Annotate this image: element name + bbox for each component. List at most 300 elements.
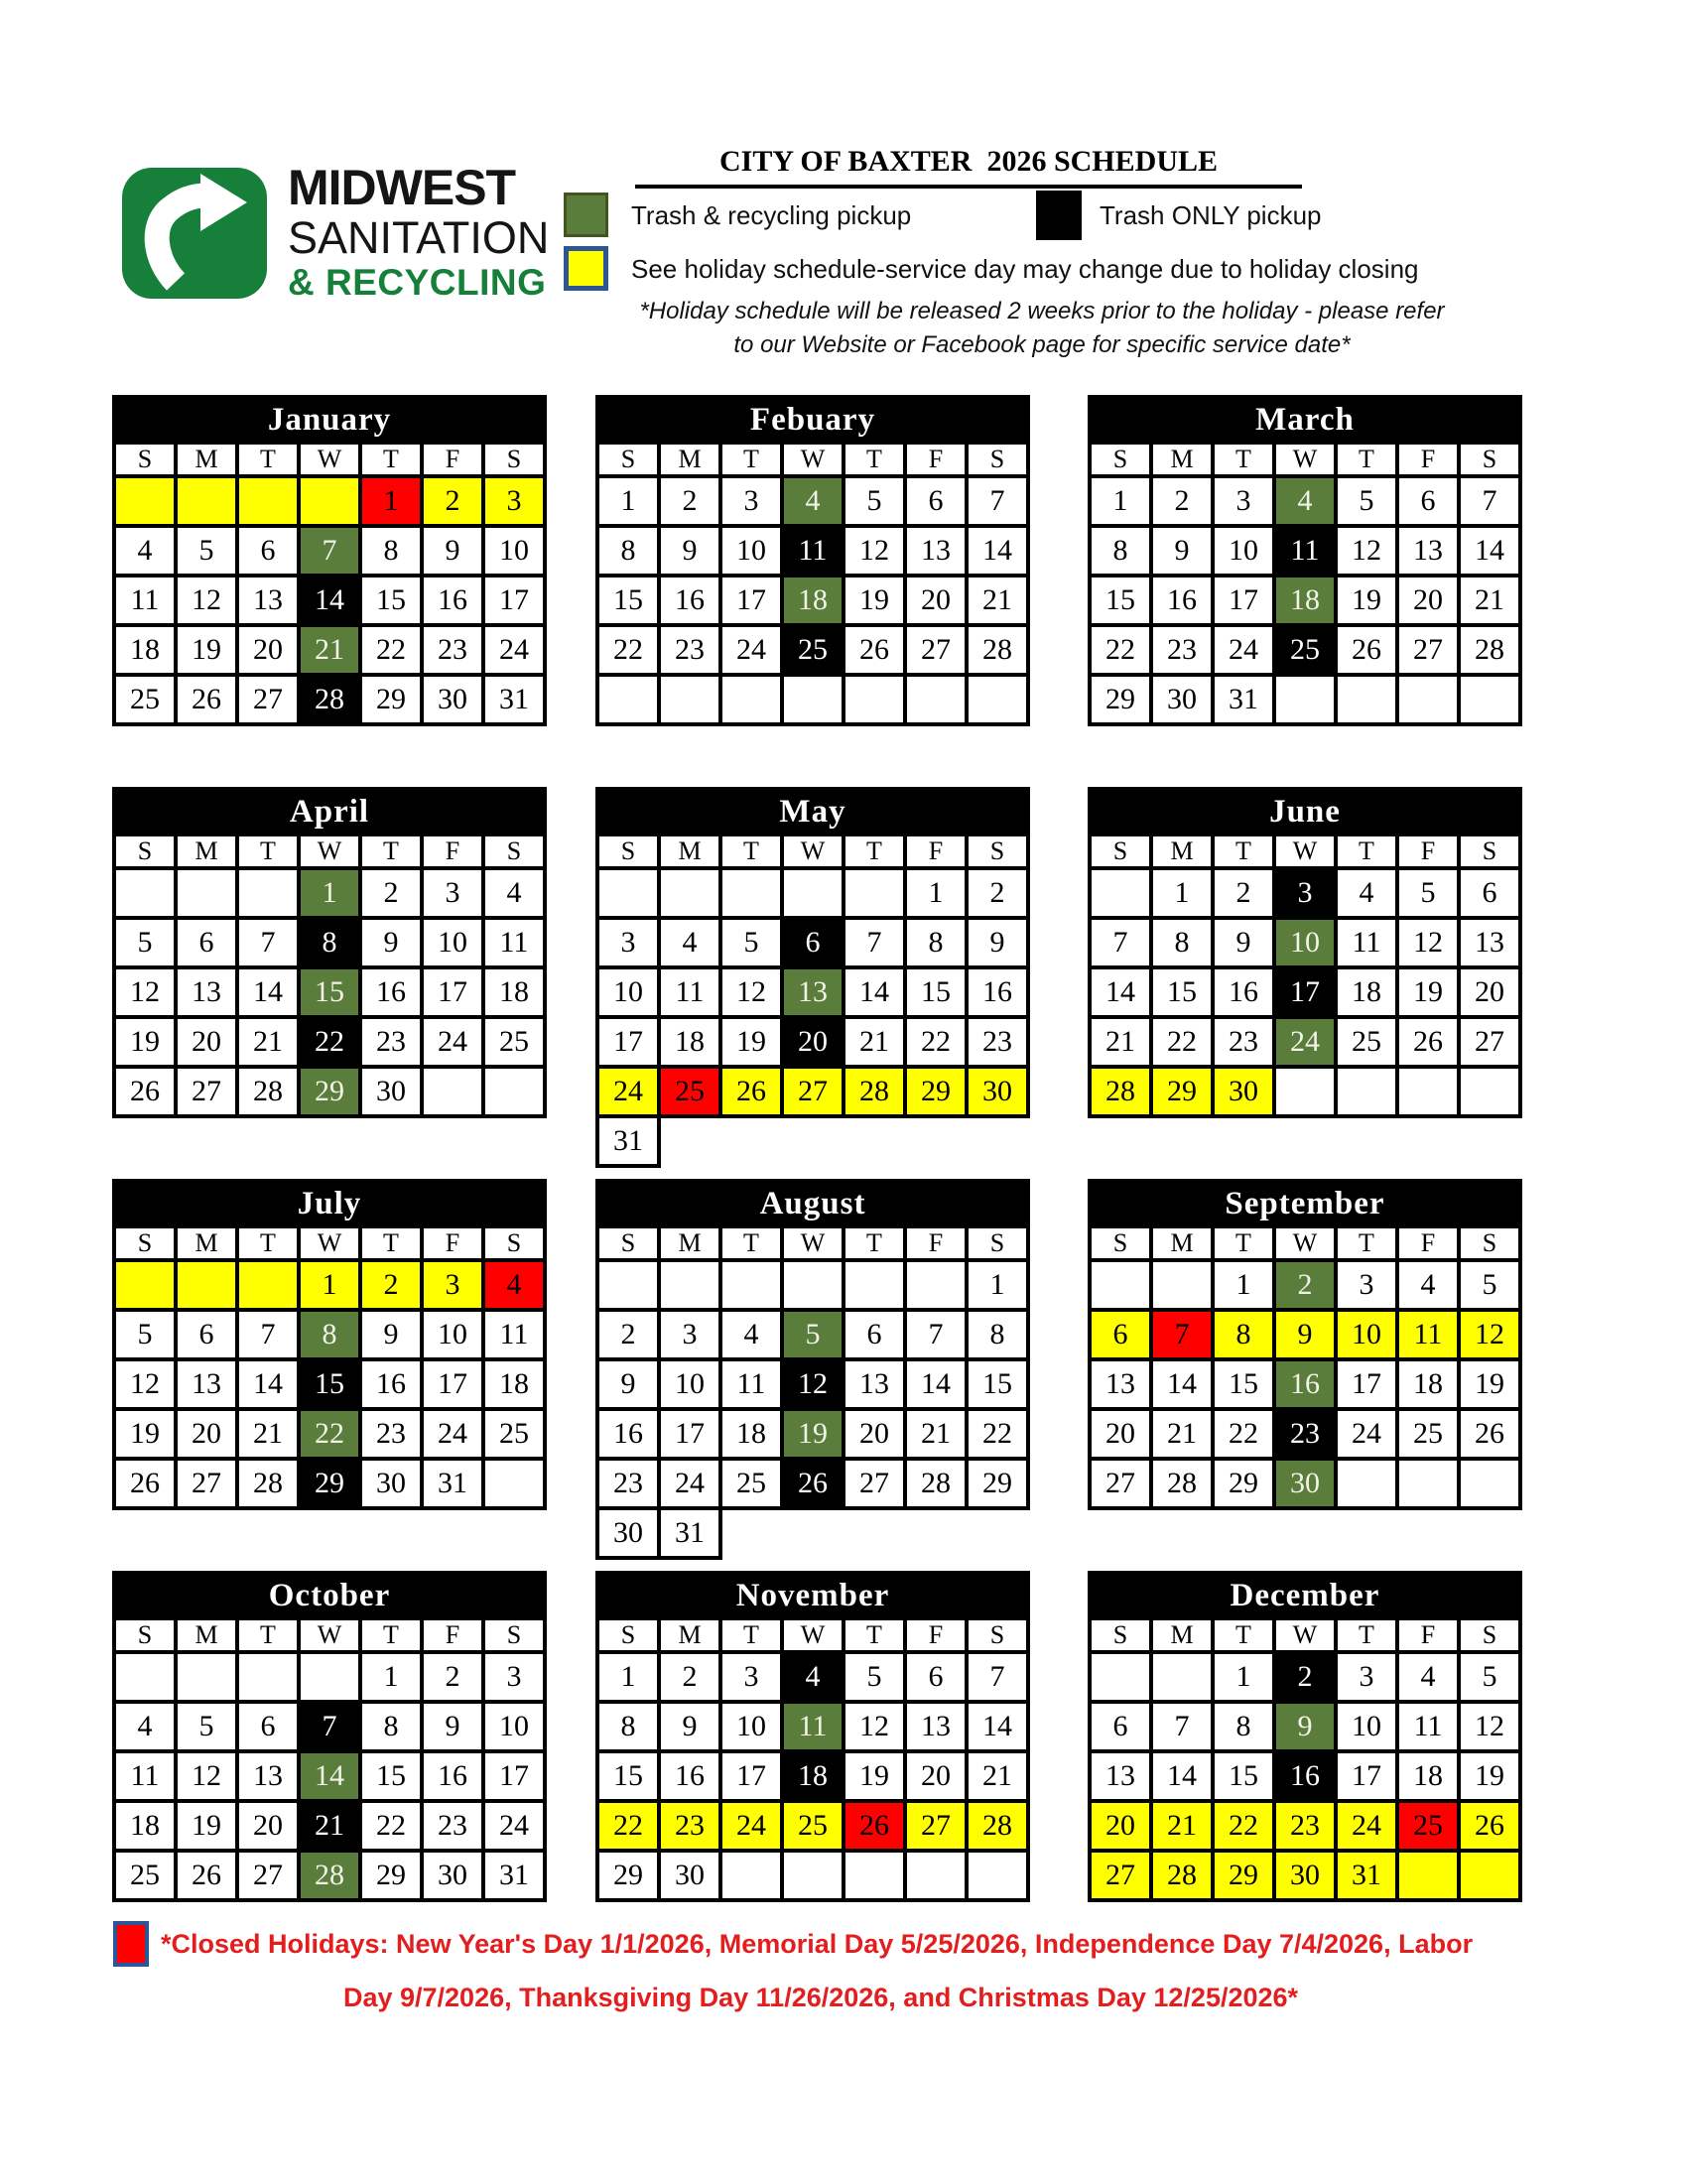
day-cell-january-17: 17 <box>483 576 545 625</box>
day-cell-empty <box>1274 1067 1336 1116</box>
day-cell-febuary-3: 3 <box>720 476 782 526</box>
day-cell-july-11: 11 <box>483 1310 545 1359</box>
month-title: July <box>114 1181 545 1226</box>
day-cell-april-20: 20 <box>176 1017 237 1067</box>
day-cell-febuary-25: 25 <box>782 625 844 675</box>
day-cell-empty <box>967 1851 1028 1900</box>
day-cell-march-16: 16 <box>1151 576 1213 625</box>
day-cell-july-23: 23 <box>360 1409 422 1459</box>
day-cell-august-4: 4 <box>720 1310 782 1359</box>
day-cell-july-24: 24 <box>422 1409 483 1459</box>
day-cell-january-22: 22 <box>360 625 422 675</box>
weekday-header: S <box>1459 443 1520 476</box>
day-cell-august-11: 11 <box>720 1359 782 1409</box>
day-cell-september-14: 14 <box>1151 1359 1213 1409</box>
day-cell-empty <box>1459 1851 1520 1900</box>
weekday-header: T <box>237 835 299 868</box>
day-cell-october-2: 2 <box>422 1652 483 1702</box>
day-cell-october-3: 3 <box>483 1652 545 1702</box>
day-cell-october-7: 7 <box>299 1702 360 1751</box>
day-cell-march-6: 6 <box>1397 476 1459 526</box>
weekday-header: T <box>1213 835 1274 868</box>
day-cell-march-3: 3 <box>1213 476 1274 526</box>
weekday-header: T <box>844 443 905 476</box>
day-cell-november-10: 10 <box>720 1702 782 1751</box>
day-cell-july-16: 16 <box>360 1359 422 1409</box>
day-cell-empty <box>422 1067 483 1116</box>
day-cell-april-13: 13 <box>176 967 237 1017</box>
day-cell-june-12: 12 <box>1397 918 1459 967</box>
weekday-header: S <box>483 1618 545 1652</box>
weekday-header: S <box>1459 835 1520 868</box>
day-cell-april-12: 12 <box>114 967 176 1017</box>
weekday-header: W <box>782 443 844 476</box>
day-cell-july-31: 31 <box>422 1459 483 1508</box>
day-cell-may-12: 12 <box>720 967 782 1017</box>
day-cell-january-6: 6 <box>237 526 299 576</box>
day-cell-december-24: 24 <box>1336 1801 1397 1851</box>
day-cell-november-4: 4 <box>782 1652 844 1702</box>
day-cell-april-29: 29 <box>299 1067 360 1116</box>
day-cell-october-17: 17 <box>483 1751 545 1801</box>
day-cell-september-27: 27 <box>1090 1459 1151 1508</box>
weekday-header: S <box>597 1226 659 1260</box>
weekday-header: S <box>597 443 659 476</box>
day-cell-august-12: 12 <box>782 1359 844 1409</box>
day-cell-june-15: 15 <box>1151 967 1213 1017</box>
month-november <box>595 1571 1030 1902</box>
weekday-header: M <box>659 1618 720 1652</box>
weekday-header: M <box>659 443 720 476</box>
weekday-header: F <box>905 1226 967 1260</box>
weekday-header: W <box>1274 1618 1336 1652</box>
day-cell-november-11: 11 <box>782 1702 844 1751</box>
day-cell-empty <box>1459 1459 1520 1508</box>
month-title: September <box>1090 1181 1520 1226</box>
day-cell-december-12: 12 <box>1459 1702 1520 1751</box>
day-cell-july-1: 1 <box>299 1260 360 1310</box>
day-cell-december-11: 11 <box>1397 1702 1459 1751</box>
day-cell-empty <box>659 1116 720 1166</box>
day-cell-may-10: 10 <box>597 967 659 1017</box>
day-cell-june-6: 6 <box>1459 868 1520 918</box>
day-cell-march-21: 21 <box>1459 576 1520 625</box>
weekday-header: W <box>1274 835 1336 868</box>
day-cell-july-27: 27 <box>176 1459 237 1508</box>
day-cell-june-28: 28 <box>1090 1067 1151 1116</box>
day-cell-april-16: 16 <box>360 967 422 1017</box>
day-cell-september-3: 3 <box>1336 1260 1397 1310</box>
day-cell-may-27: 27 <box>782 1067 844 1116</box>
day-cell-febuary-6: 6 <box>905 476 967 526</box>
day-cell-july-4: 4 <box>483 1260 545 1310</box>
day-cell-march-25: 25 <box>1274 625 1336 675</box>
day-cell-empty <box>967 675 1028 724</box>
weekday-header: T <box>1213 1618 1274 1652</box>
weekday-header: W <box>299 443 360 476</box>
day-cell-january-7: 7 <box>299 526 360 576</box>
weekday-header: S <box>114 1226 176 1260</box>
day-cell-empty <box>659 868 720 918</box>
day-cell-empty <box>720 868 782 918</box>
day-cell-december-15: 15 <box>1213 1751 1274 1801</box>
day-cell-december-4: 4 <box>1397 1652 1459 1702</box>
day-cell-may-16: 16 <box>967 967 1028 1017</box>
day-cell-august-3: 3 <box>659 1310 720 1359</box>
day-cell-febuary-1: 1 <box>597 476 659 526</box>
day-cell-march-22: 22 <box>1090 625 1151 675</box>
day-cell-empty <box>659 1260 720 1310</box>
weekday-header: M <box>1151 443 1213 476</box>
month-title: June <box>1090 789 1520 835</box>
day-cell-empty <box>1397 1851 1459 1900</box>
day-cell-empty <box>114 868 176 918</box>
day-cell-empty <box>1151 1652 1213 1702</box>
day-cell-empty <box>597 868 659 918</box>
day-cell-march-31: 31 <box>1213 675 1274 724</box>
day-cell-april-4: 4 <box>483 868 545 918</box>
day-cell-november-1: 1 <box>597 1652 659 1702</box>
day-cell-march-27: 27 <box>1397 625 1459 675</box>
day-cell-june-5: 5 <box>1397 868 1459 918</box>
day-cell-april-14: 14 <box>237 967 299 1017</box>
day-cell-november-29: 29 <box>597 1851 659 1900</box>
day-cell-empty <box>1336 1459 1397 1508</box>
month-title: January <box>114 397 545 443</box>
weekday-header: S <box>1459 1618 1520 1652</box>
day-cell-january-4: 4 <box>114 526 176 576</box>
day-cell-november-27: 27 <box>905 1801 967 1851</box>
day-cell-empty <box>237 1260 299 1310</box>
day-cell-october-19: 19 <box>176 1801 237 1851</box>
day-cell-febuary-4: 4 <box>782 476 844 526</box>
day-cell-febuary-11: 11 <box>782 526 844 576</box>
day-cell-empty <box>1336 1067 1397 1116</box>
day-cell-april-9: 9 <box>360 918 422 967</box>
day-cell-september-28: 28 <box>1151 1459 1213 1508</box>
day-cell-october-18: 18 <box>114 1801 176 1851</box>
month-title: March <box>1090 397 1520 443</box>
day-cell-empty <box>905 1851 967 1900</box>
day-cell-march-11: 11 <box>1274 526 1336 576</box>
day-cell-febuary-21: 21 <box>967 576 1028 625</box>
weekday-header: T <box>1213 443 1274 476</box>
weekday-header: S <box>967 443 1028 476</box>
day-cell-october-12: 12 <box>176 1751 237 1801</box>
day-cell-november-30: 30 <box>659 1851 720 1900</box>
weekday-header: F <box>1397 443 1459 476</box>
day-cell-empty <box>597 675 659 724</box>
month-september <box>1088 1179 1522 1510</box>
day-cell-empty <box>1397 675 1459 724</box>
day-cell-november-17: 17 <box>720 1751 782 1801</box>
day-cell-august-6: 6 <box>844 1310 905 1359</box>
day-cell-january-9: 9 <box>422 526 483 576</box>
day-cell-november-23: 23 <box>659 1801 720 1851</box>
day-cell-june-1: 1 <box>1151 868 1213 918</box>
day-cell-june-8: 8 <box>1151 918 1213 967</box>
day-cell-empty <box>844 1851 905 1900</box>
weekday-header: S <box>967 1226 1028 1260</box>
weekday-header: F <box>905 1618 967 1652</box>
weekday-header: F <box>422 1226 483 1260</box>
day-cell-july-19: 19 <box>114 1409 176 1459</box>
day-cell-july-12: 12 <box>114 1359 176 1409</box>
day-cell-april-21: 21 <box>237 1017 299 1067</box>
month-march <box>1088 395 1522 726</box>
legend-black-label: Trash ONLY pickup <box>1100 200 1322 230</box>
month-title: August <box>597 1181 1028 1226</box>
closed-holidays-line1: *Closed Holidays: New Year's Day 1/1/2026, Memorial Day 5/25/2026, Independence Day 7/4/2026, Labor <box>161 1929 1474 1959</box>
day-cell-july-8: 8 <box>299 1310 360 1359</box>
day-cell-may-7: 7 <box>844 918 905 967</box>
weekday-header: S <box>114 443 176 476</box>
month-december <box>1088 1571 1522 1902</box>
day-cell-empty <box>844 1260 905 1310</box>
legend-black-swatch <box>1036 191 1082 240</box>
day-cell-june-13: 13 <box>1459 918 1520 967</box>
day-cell-empty <box>483 1067 545 1116</box>
weekday-header: W <box>1274 1226 1336 1260</box>
day-cell-febuary-28: 28 <box>967 625 1028 675</box>
weekday-header: F <box>422 1618 483 1652</box>
weekday-header: T <box>844 835 905 868</box>
day-cell-january-19: 19 <box>176 625 237 675</box>
day-cell-december-13: 13 <box>1090 1751 1151 1801</box>
day-cell-april-23: 23 <box>360 1017 422 1067</box>
day-cell-empty <box>720 1116 782 1166</box>
day-cell-march-18: 18 <box>1274 576 1336 625</box>
month-title: December <box>1090 1573 1520 1618</box>
day-cell-december-19: 19 <box>1459 1751 1520 1801</box>
day-cell-febuary-23: 23 <box>659 625 720 675</box>
day-cell-december-8: 8 <box>1213 1702 1274 1751</box>
day-cell-november-15: 15 <box>597 1751 659 1801</box>
day-cell-january-21: 21 <box>299 625 360 675</box>
day-cell-december-5: 5 <box>1459 1652 1520 1702</box>
day-cell-june-20: 20 <box>1459 967 1520 1017</box>
day-cell-january-12: 12 <box>176 576 237 625</box>
day-cell-may-1: 1 <box>905 868 967 918</box>
day-cell-january-1: 1 <box>360 476 422 526</box>
day-cell-may-17: 17 <box>597 1017 659 1067</box>
day-cell-empty <box>720 1260 782 1310</box>
logo-line3: & RECYCLING <box>288 262 547 303</box>
day-cell-febuary-13: 13 <box>905 526 967 576</box>
month-title: Febuary <box>597 397 1028 443</box>
day-cell-empty <box>237 476 299 526</box>
day-cell-june-27: 27 <box>1459 1017 1520 1067</box>
page-title: CITY OF BAXTER 2026 SCHEDULE <box>635 145 1302 189</box>
day-cell-november-5: 5 <box>844 1652 905 1702</box>
day-cell-empty <box>1090 1652 1151 1702</box>
weekday-header: M <box>176 1226 237 1260</box>
day-cell-january-26: 26 <box>176 675 237 724</box>
day-cell-august-30: 30 <box>597 1508 659 1558</box>
day-cell-november-26: 26 <box>844 1801 905 1851</box>
day-cell-july-28: 28 <box>237 1459 299 1508</box>
day-cell-july-26: 26 <box>114 1459 176 1508</box>
day-cell-march-13: 13 <box>1397 526 1459 576</box>
day-cell-june-18: 18 <box>1336 967 1397 1017</box>
weekday-header: W <box>299 1226 360 1260</box>
day-cell-empty <box>597 1260 659 1310</box>
day-cell-march-28: 28 <box>1459 625 1520 675</box>
closed-holiday-red-swatch <box>113 1921 149 1967</box>
day-cell-september-13: 13 <box>1090 1359 1151 1409</box>
holiday-note-line2: to our Website or Facebook page for specific service date* <box>733 331 1351 358</box>
day-cell-june-24: 24 <box>1274 1017 1336 1067</box>
day-cell-august-23: 23 <box>597 1459 659 1508</box>
weekday-header: F <box>1397 1226 1459 1260</box>
day-cell-febuary-8: 8 <box>597 526 659 576</box>
weekday-header: F <box>422 835 483 868</box>
day-cell-june-25: 25 <box>1336 1017 1397 1067</box>
day-cell-december-28: 28 <box>1151 1851 1213 1900</box>
weekday-header: S <box>483 835 545 868</box>
day-cell-january-13: 13 <box>237 576 299 625</box>
day-cell-october-10: 10 <box>483 1702 545 1751</box>
day-cell-august-13: 13 <box>844 1359 905 1409</box>
day-cell-empty <box>1397 1459 1459 1508</box>
day-cell-december-31: 31 <box>1336 1851 1397 1900</box>
weekday-header: W <box>1274 443 1336 476</box>
day-cell-may-28: 28 <box>844 1067 905 1116</box>
day-cell-september-12: 12 <box>1459 1310 1520 1359</box>
day-cell-march-2: 2 <box>1151 476 1213 526</box>
day-cell-march-26: 26 <box>1336 625 1397 675</box>
day-cell-febuary-16: 16 <box>659 576 720 625</box>
day-cell-october-23: 23 <box>422 1801 483 1851</box>
day-cell-febuary-9: 9 <box>659 526 720 576</box>
day-cell-april-2: 2 <box>360 868 422 918</box>
day-cell-empty <box>1090 868 1151 918</box>
day-cell-april-19: 19 <box>114 1017 176 1067</box>
day-cell-febuary-12: 12 <box>844 526 905 576</box>
day-cell-april-17: 17 <box>422 967 483 1017</box>
weekday-header: T <box>844 1226 905 1260</box>
day-cell-july-29: 29 <box>299 1459 360 1508</box>
day-cell-empty <box>659 675 720 724</box>
day-cell-september-1: 1 <box>1213 1260 1274 1310</box>
weekday-header: T <box>237 443 299 476</box>
day-cell-febuary-17: 17 <box>720 576 782 625</box>
day-cell-july-25: 25 <box>483 1409 545 1459</box>
day-cell-november-25: 25 <box>782 1801 844 1851</box>
day-cell-empty <box>299 476 360 526</box>
month-july <box>112 1179 547 1510</box>
day-cell-may-18: 18 <box>659 1017 720 1067</box>
weekday-header: S <box>1090 1618 1151 1652</box>
day-cell-december-16: 16 <box>1274 1751 1336 1801</box>
legend-yellow-swatch <box>564 246 608 291</box>
day-cell-febuary-26: 26 <box>844 625 905 675</box>
day-cell-empty <box>905 1116 967 1166</box>
day-cell-may-26: 26 <box>720 1067 782 1116</box>
month-june <box>1088 787 1522 1118</box>
day-cell-july-2: 2 <box>360 1260 422 1310</box>
day-cell-empty <box>844 868 905 918</box>
day-cell-empty <box>782 1851 844 1900</box>
day-cell-september-26: 26 <box>1459 1409 1520 1459</box>
month-january <box>112 395 547 726</box>
closed-holidays-line2: Day 9/7/2026, Thanksgiving Day 11/26/2026, and Christmas Day 12/25/2026* <box>342 1983 1299 2012</box>
day-cell-august-20: 20 <box>844 1409 905 1459</box>
day-cell-january-10: 10 <box>483 526 545 576</box>
day-cell-june-21: 21 <box>1090 1017 1151 1067</box>
day-cell-empty <box>1090 1260 1151 1310</box>
weekday-header: F <box>1397 1618 1459 1652</box>
day-cell-febuary-15: 15 <box>597 576 659 625</box>
day-cell-september-15: 15 <box>1213 1359 1274 1409</box>
day-cell-july-3: 3 <box>422 1260 483 1310</box>
day-cell-march-14: 14 <box>1459 526 1520 576</box>
day-cell-january-27: 27 <box>237 675 299 724</box>
day-cell-september-9: 9 <box>1274 1310 1336 1359</box>
day-cell-march-8: 8 <box>1090 526 1151 576</box>
day-cell-may-4: 4 <box>659 918 720 967</box>
weekday-header: W <box>782 1618 844 1652</box>
day-cell-october-24: 24 <box>483 1801 545 1851</box>
day-cell-empty <box>176 868 237 918</box>
day-cell-april-28: 28 <box>237 1067 299 1116</box>
day-cell-febuary-20: 20 <box>905 576 967 625</box>
day-cell-august-22: 22 <box>967 1409 1028 1459</box>
day-cell-september-2: 2 <box>1274 1260 1336 1310</box>
day-cell-march-19: 19 <box>1336 576 1397 625</box>
day-cell-august-18: 18 <box>720 1409 782 1459</box>
weekday-header: W <box>299 1618 360 1652</box>
day-cell-october-9: 9 <box>422 1702 483 1751</box>
month-title: April <box>114 789 545 835</box>
day-cell-august-19: 19 <box>782 1409 844 1459</box>
day-cell-empty <box>1274 675 1336 724</box>
weekday-header: M <box>176 1618 237 1652</box>
weekday-header: S <box>967 1618 1028 1652</box>
midwest-sanitation-logo-icon <box>119 165 270 302</box>
day-cell-febuary-2: 2 <box>659 476 720 526</box>
day-cell-september-23: 23 <box>1274 1409 1336 1459</box>
weekday-header: S <box>597 1618 659 1652</box>
day-cell-july-9: 9 <box>360 1310 422 1359</box>
month-title: October <box>114 1573 545 1618</box>
day-cell-november-7: 7 <box>967 1652 1028 1702</box>
weekday-header: S <box>1090 443 1151 476</box>
weekday-header: M <box>659 835 720 868</box>
day-cell-may-21: 21 <box>844 1017 905 1067</box>
day-cell-august-2: 2 <box>597 1310 659 1359</box>
day-cell-september-11: 11 <box>1397 1310 1459 1359</box>
day-cell-april-6: 6 <box>176 918 237 967</box>
day-cell-november-24: 24 <box>720 1801 782 1851</box>
day-cell-may-11: 11 <box>659 967 720 1017</box>
day-cell-august-8: 8 <box>967 1310 1028 1359</box>
day-cell-october-27: 27 <box>237 1851 299 1900</box>
day-cell-january-14: 14 <box>299 576 360 625</box>
weekday-header: T <box>720 1226 782 1260</box>
day-cell-november-2: 2 <box>659 1652 720 1702</box>
day-cell-november-18: 18 <box>782 1751 844 1801</box>
day-cell-october-8: 8 <box>360 1702 422 1751</box>
day-cell-december-9: 9 <box>1274 1702 1336 1751</box>
day-cell-febuary-18: 18 <box>782 576 844 625</box>
day-cell-september-6: 6 <box>1090 1310 1151 1359</box>
weekday-header: S <box>597 835 659 868</box>
month-may <box>595 787 1030 1168</box>
day-cell-october-16: 16 <box>422 1751 483 1801</box>
day-cell-july-30: 30 <box>360 1459 422 1508</box>
day-cell-august-17: 17 <box>659 1409 720 1459</box>
